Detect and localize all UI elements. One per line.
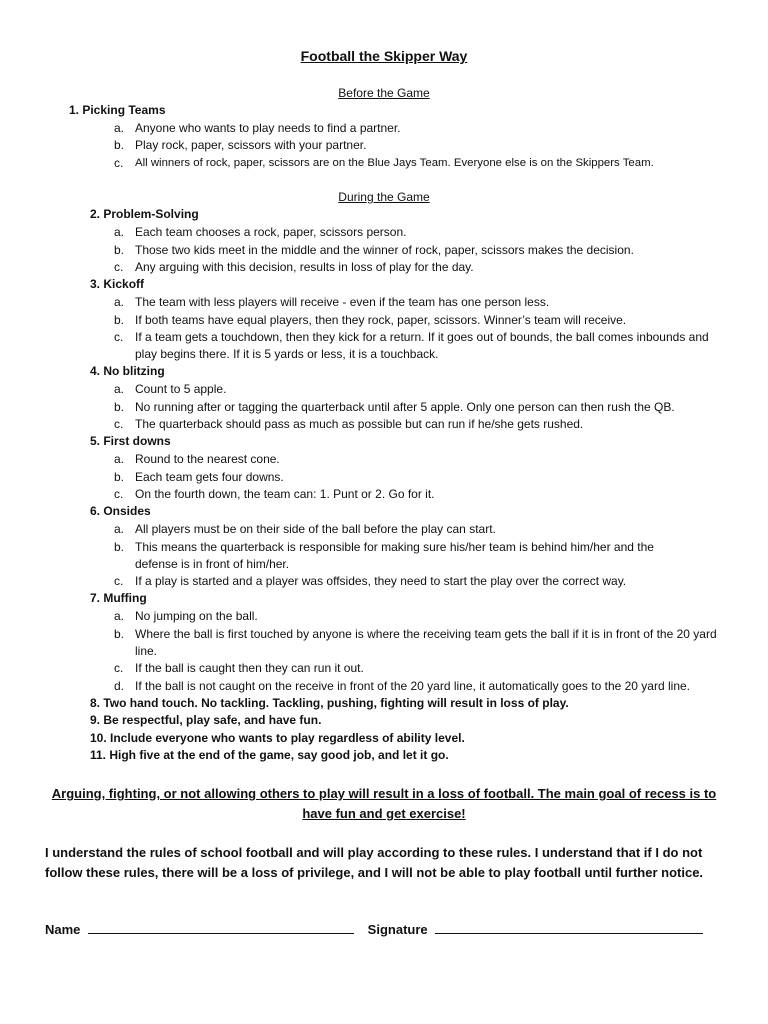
item-text: Anyone who wants to play needs to find a partner. (135, 121, 401, 135)
item-letter: b. (114, 627, 125, 641)
item-letter: b. (114, 540, 125, 554)
item-text: If the ball is not caught on the receive in front of the 20 yard line, it automatically goes to the 20 yard line. (135, 679, 690, 693)
item-text: Each team chooses a rock, paper, scissors person. (135, 225, 407, 239)
item-letter: c. (114, 260, 124, 274)
rule-3-heading: 3. Kickoff (90, 277, 145, 291)
item-text: This means the quarterback is responsible for making sure his/her team is behind him/her and the defense is in front of him/her. (135, 540, 654, 572)
rule-2-heading: 2. Problem-Solving (90, 207, 199, 221)
item-letter: c. (114, 487, 124, 501)
rule-7-heading: 7. Muffing (90, 591, 147, 605)
item-letter: a. (114, 452, 125, 466)
item-text: If the ball is caught then they can run it out. (135, 661, 364, 675)
item-text: Round to the nearest cone. (135, 452, 280, 466)
rule-11: 11. High five at the end of the game, say good job, and let it go. (90, 748, 449, 762)
item-letter: c. (114, 417, 124, 431)
signature-line[interactable] (435, 921, 703, 934)
rule-8: 8. Two hand touch. No tackling. Tackling, pushing, fighting will result in loss of play. (90, 696, 569, 710)
item-letter: c. (114, 661, 124, 675)
item-text: Play rock, paper, scissors with your partner. (135, 138, 367, 152)
item-text: No jumping on the ball. (135, 609, 258, 623)
item-text: If a play is started and a player was offsides, they need to start the play over the correct way. (135, 574, 627, 588)
item-text: Count to 5 apple. (135, 382, 227, 396)
item-letter: a. (114, 522, 125, 536)
item-text: Where the ball is first touched by anyone is where the receiving team gets the ball if it is in front of the 20 yard line. (135, 627, 717, 659)
rule-10: 10. Include everyone who wants to play regardless of ability level. (90, 731, 465, 745)
item-text: The team with less players will receive - even if the team has one person less. (135, 295, 550, 309)
name-line[interactable] (88, 921, 354, 934)
item-text: No running after or tagging the quarterback until after 5 apple. Only one person can then rush the QB. (135, 400, 675, 414)
name-label: Name (45, 922, 81, 937)
item-letter: c. (114, 156, 124, 170)
item-text: The quarterback should pass as much as possible but can run if he/she gets rushed. (135, 417, 584, 431)
signature-row (45, 921, 703, 937)
signature-label: Signature (367, 922, 428, 937)
item-letter: b. (114, 470, 125, 484)
item-letter: b. (114, 243, 125, 257)
item-text: On the fourth down, the team can: 1. Punt or 2. Go for it. (135, 487, 435, 501)
item-letter: b. (114, 313, 125, 327)
item-letter: c. (114, 574, 124, 588)
item-text: All winners of rock, paper, scissors are on the Blue Jays Team. Everyone else is on the Skippers Team. (135, 157, 654, 169)
item-text: If a team gets a touchdown, then they kick for a return. If it goes out of bounds, the ball comes inbounds and play begins there. If it is 5 yards or less, it is a touchback. (135, 330, 709, 362)
item-letter: a. (114, 121, 125, 135)
item-text: Each team gets four downs. (135, 470, 284, 484)
rule-9: 9. Be respectful, play safe, and have fun. (90, 713, 322, 727)
item-letter: a. (114, 382, 125, 396)
item-letter: c. (114, 330, 124, 344)
rule-6-heading: 6. Onsides (90, 504, 151, 518)
item-letter: b. (114, 138, 125, 152)
rule-1-heading: 1. Picking Teams (69, 103, 166, 117)
agreement-text: I understand the rules of school football and will play according to these rules. I understand that if I do not follow these rules, there will be a loss of privilege, and I will not be able to play football until further notice. (45, 845, 704, 880)
item-text: Any arguing with this decision, results in loss of play for the day. (135, 260, 474, 274)
item-letter: a. (114, 609, 125, 623)
during-game-heading: During the Game (338, 190, 430, 204)
item-letter: b. (114, 400, 125, 414)
document-title: Football the Skipper Way (300, 48, 468, 64)
item-letter: d. (114, 679, 125, 693)
item-letter: a. (114, 225, 125, 239)
item-text: All players must be on their side of the ball before the play can start. (135, 522, 496, 536)
item-letter: a. (114, 295, 125, 309)
notice-text: Arguing, fighting, or not allowing others to play will result in a loss of football. The main goal of recess is to have fun and get exercise! (51, 786, 717, 821)
item-text: Those two kids meet in the middle and the winner of rock, paper, scissors makes the decision. (135, 243, 634, 257)
rule-4-heading: 4. No blitzing (90, 364, 165, 378)
before-game-heading: Before the Game (338, 86, 430, 100)
item-text: If both teams have equal players, then they rock, paper, scissors. Winner’s team will receive. (135, 313, 627, 327)
rule-5-heading: 5. First downs (90, 434, 171, 448)
